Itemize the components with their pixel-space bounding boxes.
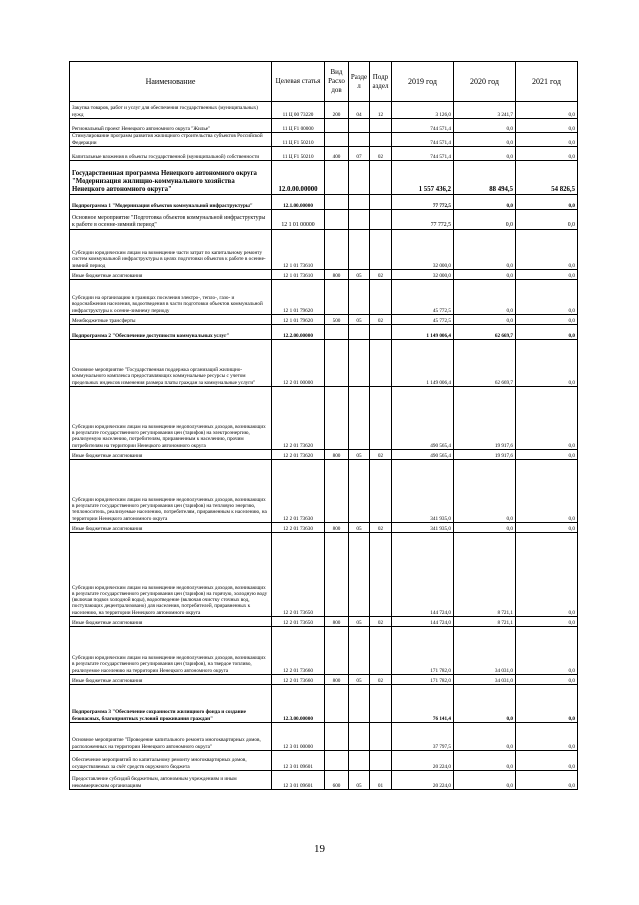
year-2021-cell: 0,0 (516, 147, 578, 161)
table-row (70, 195, 578, 210)
section-cell (349, 325, 370, 340)
expense-type-cell: 800 (325, 270, 349, 280)
target-article-cell: 12 2 01 73650 (272, 533, 325, 617)
section-cell (349, 751, 370, 771)
subsection-cell: 02 (370, 270, 392, 280)
year-2020-cell: 0,0 (454, 723, 516, 751)
year-2021-cell: 0,0 (516, 195, 578, 210)
year-2020-cell: 62 669,7 (454, 340, 516, 387)
year-2020-cell: 0,0 (454, 119, 516, 133)
table-row (70, 751, 578, 771)
expense-type-cell (325, 133, 349, 147)
year-2019-cell: 744 571,4 (392, 147, 454, 161)
year-2021-cell: 0,0 (516, 723, 578, 751)
subsection-cell (370, 195, 392, 210)
year-2020-cell: 0,0 (454, 771, 516, 790)
subsection-cell: 12 (370, 102, 392, 119)
table-row (70, 133, 578, 147)
table-row (70, 627, 578, 675)
year-2020-cell: 0,0 (454, 210, 516, 230)
expense-type-cell: 200 (325, 102, 349, 119)
year-2020-cell: 0,0 (454, 133, 516, 147)
year-2021-cell: 0,0 (516, 280, 578, 315)
name-cell: Стимулирование программ развития жилищного строительства субъектов Российской Федерации (70, 133, 272, 147)
expense-type-cell: 400 (325, 147, 349, 161)
year-2021-cell: 0,0 (516, 102, 578, 119)
year-2019-cell: 3 126,0 (392, 102, 454, 119)
target-article-cell: 12.3.00.00000 (272, 685, 325, 723)
table-row (70, 230, 578, 270)
name-cell: Иные бюджетные ассигнования (70, 617, 272, 627)
year-2020-cell: 0,0 (454, 751, 516, 771)
subsection-cell (370, 460, 392, 523)
name-cell: Иные бюджетные ассигнования (70, 270, 272, 280)
year-2020-cell: 0,0 (454, 270, 516, 280)
section-cell: 05 (349, 270, 370, 280)
section-cell (349, 685, 370, 723)
name-cell: Субсидии юридическим лицам на возмещение недополученных доходов, возникающих в результате государственного регулирования цен (тарифов), на твердое топливо, реализуемое населению на территории Ненецкого автономного округа (70, 627, 272, 675)
subsection-cell (370, 387, 392, 450)
table-row (70, 450, 578, 460)
table-body (70, 102, 578, 790)
year-2020-cell: 34 031,0 (454, 627, 516, 675)
expense-type-cell (325, 627, 349, 675)
year-2020-cell: 0,0 (454, 685, 516, 723)
section-cell (349, 161, 370, 195)
year-2019-cell: 1 149 006,4 (392, 340, 454, 387)
year-2020-cell: 0,0 (454, 230, 516, 270)
year-2020-cell: 3 241,7 (454, 102, 516, 119)
expense-type-cell: 800 (325, 450, 349, 460)
expense-type-cell: 800 (325, 675, 349, 685)
name-cell: Иные бюджетные ассигнования (70, 523, 272, 533)
year-2019-cell: 490 565,4 (392, 450, 454, 460)
target-article-cell: 11 Ц F1 00000 (272, 119, 325, 133)
year-2019-cell: 341 935,0 (392, 523, 454, 533)
table-row (70, 523, 578, 533)
section-cell (349, 627, 370, 675)
subsection-cell: 02 (370, 450, 392, 460)
target-article-cell: 11 Ц F1 50210 (272, 133, 325, 147)
header-name: Наименование (70, 62, 272, 102)
year-2020-cell: 0,0 (454, 195, 516, 210)
target-article-cell: 12 1 01 00000 (272, 210, 325, 230)
expense-type-cell (325, 751, 349, 771)
table-row (70, 771, 578, 790)
target-article-cell: 12 2 01 73620 (272, 450, 325, 460)
expense-type-cell (325, 533, 349, 617)
year-2019-cell: 490 565,4 (392, 387, 454, 450)
year-2021-cell: 0,0 (516, 751, 578, 771)
section-cell (349, 133, 370, 147)
year-2019-cell: 744 571,4 (392, 119, 454, 133)
year-2020-cell: 62 669,7 (454, 325, 516, 340)
table-row (70, 533, 578, 617)
year-2019-cell: 341 935,0 (392, 460, 454, 523)
subsection-cell (370, 119, 392, 133)
expense-type-cell (325, 161, 349, 195)
year-2019-cell: 744 571,4 (392, 133, 454, 147)
header-subsection: Подр аздел (370, 62, 392, 102)
year-2020-cell: 0,0 (454, 460, 516, 523)
year-2021-cell: 0,0 (516, 617, 578, 627)
target-article-cell: 12 3 01 00000 (272, 723, 325, 751)
year-2020-cell: 88 494,5 (454, 161, 516, 195)
year-2020-cell: 0,0 (454, 523, 516, 533)
subsection-cell (370, 210, 392, 230)
name-cell: Субсидии юридическим лицам на возмещение недополученных доходов, возникающих в результате государственного регулирования цен (тарифов) на тепловую энергию, теплоноситель, реализуемые населению, потребителям, приравненным к населению, на территории Ненецкого автономного округа (70, 460, 272, 523)
page-number: 19 (314, 843, 325, 855)
year-2021-cell: 0,0 (516, 210, 578, 230)
name-cell: Капитальные вложения в объекты государственной (муниципальной) собственности (70, 147, 272, 161)
table-row (70, 315, 578, 325)
year-2021-cell: 0,0 (516, 627, 578, 675)
year-2020-cell: 8 721,1 (454, 617, 516, 627)
year-2019-cell: 77 772,5 (392, 210, 454, 230)
target-article-cell: 12 2 01 73660 (272, 675, 325, 685)
header-section: Разде л (349, 62, 370, 102)
target-article-cell: 12 2 01 00000 (272, 340, 325, 387)
year-2019-cell: 32 000,0 (392, 270, 454, 280)
expense-type-cell (325, 195, 349, 210)
year-2021-cell: 0,0 (516, 523, 578, 533)
year-2019-cell: 76 141,4 (392, 685, 454, 723)
year-2021-cell: 0,0 (516, 325, 578, 340)
section-cell (349, 119, 370, 133)
header-expense-type: Вид Расхо дов (325, 62, 349, 102)
expense-type-cell (325, 340, 349, 387)
year-2019-cell: 20 224,0 (392, 751, 454, 771)
expense-type-cell (325, 460, 349, 523)
expense-type-cell (325, 230, 349, 270)
year-2021-cell: 0,0 (516, 460, 578, 523)
year-2020-cell: 19 917,6 (454, 450, 516, 460)
table-row (70, 102, 578, 119)
name-cell: Основное мероприятие "Государственная поддержка организаций жилищно-коммунального комплекса предоставляющих коммунальные ресурсы с учетом предельных индексов изменения размера платы граждан за коммунальные услуги" (70, 340, 272, 387)
subsection-cell (370, 627, 392, 675)
expense-type-cell (325, 723, 349, 751)
subsection-cell (370, 161, 392, 195)
subsection-cell: 02 (370, 523, 392, 533)
target-article-cell: 12.0.00.00000 (272, 161, 325, 195)
year-2021-cell: 0,0 (516, 450, 578, 460)
target-article-cell: 12 2 01 73620 (272, 387, 325, 450)
year-2021-cell: 0,0 (516, 315, 578, 325)
name-cell: Подпрограмма 3 "Обеспечение сохранности жилищного фонда и создание безопасных, благоприятных условий проживания граждан" (70, 685, 272, 723)
name-cell: Закупка товаров, работ и услуг для обеспечения государственных (муниципальных) нужд (70, 102, 272, 119)
target-article-cell: 12 2 01 73630 (272, 460, 325, 523)
name-cell: Субсидии юридическим лицам на возмещение недополученных доходов, возникающих в результате государственного регулирования цен (тарифов) на электроэнергию, реализуемую населению, потребителям, приравненным к населению, прочим потребителям на территории Ненецкого автономного округа (70, 387, 272, 450)
section-cell (349, 280, 370, 315)
table-row (70, 119, 578, 133)
year-2021-cell: 0,0 (516, 771, 578, 790)
year-2019-cell: 144 724,0 (392, 533, 454, 617)
target-article-cell: 12 2 01 73660 (272, 627, 325, 675)
table-row (70, 460, 578, 523)
header-year-2021: 2021 год (516, 62, 578, 102)
section-cell (349, 460, 370, 523)
table-row (70, 210, 578, 230)
name-cell: Межбюджетные трансферты (70, 315, 272, 325)
target-article-cell: 12.2.00.00000 (272, 325, 325, 340)
budget-table (69, 61, 578, 790)
target-article-cell: 12 1 01 79620 (272, 315, 325, 325)
header-target-article: Целевая статья (272, 62, 325, 102)
section-cell: 05 (349, 617, 370, 627)
expense-type-cell (325, 685, 349, 723)
year-2019-cell: 32 000,0 (392, 230, 454, 270)
name-cell: Субсидии юридическим лицам на возмещение недополученных доходов, возникающих в результате государственного регулирования цен (тарифов) на горячую, холодную воду (включая подвоз холодной воды), водоотведение (включая очистку сточных вод, поступающих децентрализовано) для населения, потребителей, приравненных к населению, на территории Ненецкого автономного округа (70, 533, 272, 617)
table-row (70, 675, 578, 685)
year-2020-cell: 0,0 (454, 147, 516, 161)
subsection-cell: 02 (370, 617, 392, 627)
section-cell (349, 195, 370, 210)
name-cell: Субсидии на организацию в границах поселения электро-, тепло-, газо- и водоснабжения населения, водоотведения в части подготовки объектов коммунальной инфраструктуры к осенне-зимнему периоду (70, 280, 272, 315)
name-cell: Обеспечение мероприятий по капитальному ремонту многоквартирных домов, осуществляемых за счёт средств окружного бюджета (70, 751, 272, 771)
expense-type-cell: 800 (325, 523, 349, 533)
year-2019-cell: 1 149 006,4 (392, 325, 454, 340)
target-article-cell: 12 2 01 73650 (272, 617, 325, 627)
subsection-cell (370, 133, 392, 147)
expense-type-cell (325, 325, 349, 340)
table-row (70, 723, 578, 751)
section-cell (349, 210, 370, 230)
section-cell: 05 (349, 771, 370, 790)
section-cell: 07 (349, 147, 370, 161)
subsection-cell: 01 (370, 771, 392, 790)
table-row (70, 340, 578, 387)
subsection-cell: 02 (370, 315, 392, 325)
table-header-row (70, 62, 578, 102)
expense-type-cell (325, 387, 349, 450)
subsection-cell (370, 751, 392, 771)
expense-type-cell: 600 (325, 771, 349, 790)
section-cell (349, 230, 370, 270)
year-2020-cell: 0,0 (454, 315, 516, 325)
target-article-cell: 12 3 01 09601 (272, 771, 325, 790)
section-cell (349, 723, 370, 751)
year-2021-cell: 0,0 (516, 270, 578, 280)
table-row (70, 147, 578, 161)
table-row (70, 387, 578, 450)
target-article-cell: 12 1 01 73610 (272, 230, 325, 270)
year-2019-cell: 45 772,5 (392, 280, 454, 315)
target-article-cell: 11 Ц 00 73220 (272, 102, 325, 119)
section-cell (349, 340, 370, 387)
target-article-cell: 12 3 01 09601 (272, 751, 325, 771)
section-cell: 04 (349, 102, 370, 119)
name-cell: Основное мероприятие "Подготовка объектов коммунальной инфраструктуры к работе в осенне-зимний период" (70, 210, 272, 230)
year-2019-cell: 77 772,5 (392, 195, 454, 210)
section-cell: 05 (349, 315, 370, 325)
name-cell: Подпрограмма 1 "Модернизация объектов коммунальной инфраструктуры" (70, 195, 272, 210)
year-2019-cell: 171 782,0 (392, 675, 454, 685)
expense-type-cell (325, 210, 349, 230)
section-cell: 05 (349, 523, 370, 533)
subsection-cell (370, 280, 392, 315)
year-2021-cell: 0,0 (516, 387, 578, 450)
table-row (70, 685, 578, 723)
name-cell: Иные бюджетные ассигнования (70, 450, 272, 460)
subsection-cell (370, 723, 392, 751)
table-row (70, 280, 578, 315)
table-row (70, 325, 578, 340)
target-article-cell: 12 2 01 73630 (272, 523, 325, 533)
year-2020-cell: 8 721,1 (454, 533, 516, 617)
year-2020-cell: 34 031,0 (454, 675, 516, 685)
year-2021-cell: 0,0 (516, 230, 578, 270)
year-2019-cell: 171 782,0 (392, 627, 454, 675)
table-row (70, 161, 578, 195)
target-article-cell: 12.1.00.00000 (272, 195, 325, 210)
section-cell (349, 387, 370, 450)
name-cell: Субсидии юридическим лицам на возмещение части затрат по капитальному ремонту систем коммунальной инфраструктуры в целях подготовки объектов к работе в осенне-зимний период (70, 230, 272, 270)
year-2021-cell: 0,0 (516, 119, 578, 133)
year-2020-cell: 0,0 (454, 280, 516, 315)
year-2019-cell: 1 557 436,2 (392, 161, 454, 195)
expense-type-cell: 500 (325, 315, 349, 325)
table-row (70, 270, 578, 280)
year-2021-cell: 0,0 (516, 675, 578, 685)
year-2020-cell: 19 917,6 (454, 387, 516, 450)
target-article-cell: 12 1 01 73610 (272, 270, 325, 280)
expense-type-cell (325, 280, 349, 315)
year-2021-cell: 0,0 (516, 340, 578, 387)
name-cell: Основное мероприятие "Проведение капитального ремонта многоквартирных домов, расположенных на территории Ненецкого автономного округа" (70, 723, 272, 751)
year-2021-cell: 0,0 (516, 685, 578, 723)
year-2019-cell: 37 797,5 (392, 723, 454, 751)
target-article-cell: 11 Ц F1 50210 (272, 147, 325, 161)
subsection-cell (370, 685, 392, 723)
section-cell: 05 (349, 450, 370, 460)
table-row (70, 617, 578, 627)
name-cell: Подпрограмма 2 "Обеспечение доступности коммунальных услуг" (70, 325, 272, 340)
year-2019-cell: 20 224,0 (392, 771, 454, 790)
name-cell: Государственная программа Ненецкого автономного округа "Модернизация жилищно-коммунального хозяйства Ненецкого автономного округа" (70, 161, 272, 195)
year-2019-cell: 45 772,5 (392, 315, 454, 325)
section-cell (349, 533, 370, 617)
target-article-cell: 12 1 01 79620 (272, 280, 325, 315)
name-cell: Предоставление субсидий бюджетным, автономным учреждениям и иным некоммерческим организациям (70, 771, 272, 790)
year-2021-cell: 0,0 (516, 533, 578, 617)
year-2021-cell: 54 826,5 (516, 161, 578, 195)
header-year-2019: 2019 год (392, 62, 454, 102)
year-2019-cell: 144 724,0 (392, 617, 454, 627)
header-year-2020: 2020 год (454, 62, 516, 102)
name-cell: Региональный проект Ненецкого автономного округа "Жилье" (70, 119, 272, 133)
subsection-cell (370, 325, 392, 340)
subsection-cell: 02 (370, 147, 392, 161)
section-cell: 05 (349, 675, 370, 685)
year-2021-cell: 0,0 (516, 133, 578, 147)
subsection-cell (370, 533, 392, 617)
expense-type-cell: 800 (325, 617, 349, 627)
subsection-cell (370, 340, 392, 387)
subsection-cell (370, 230, 392, 270)
subsection-cell: 02 (370, 675, 392, 685)
name-cell: Иные бюджетные ассигнования (70, 675, 272, 685)
expense-type-cell (325, 119, 349, 133)
